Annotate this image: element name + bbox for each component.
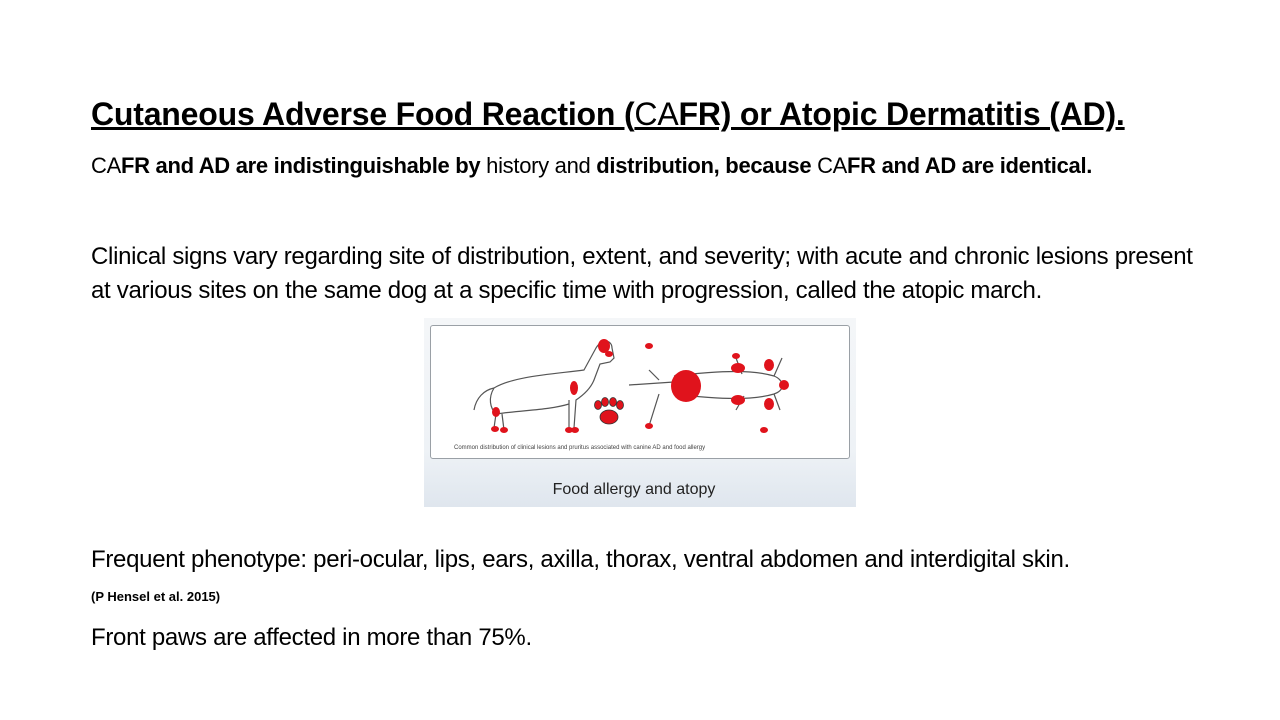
- ear-lesion: [598, 339, 610, 353]
- flank-lesion: [492, 407, 500, 417]
- figure-caption: Food allergy and atopy: [552, 481, 716, 498]
- axilla-lesion: [570, 381, 578, 395]
- reference-citation: (P Hensel et al. 2015): [91, 589, 221, 604]
- slide-subtitle: [91, 153, 1092, 179]
- ventral-ear-lesion-b: [764, 359, 774, 371]
- front-paws-text: Front paws are affected in more than 75%.: [91, 624, 532, 651]
- ventral-front-paw-lesion-a: [732, 353, 740, 359]
- figure-small-caption: Common distribution of clinical lesions and pruritus associated with canine AD and food allergy: [454, 445, 706, 451]
- ventral-ear-lesion-a: [764, 398, 774, 410]
- ventral-axilla-lesion-a: [731, 363, 745, 373]
- subtitle-seg-2: FR and AD are indistinguishable by: [120, 153, 481, 178]
- lesion-distribution-figure: [424, 318, 856, 507]
- paw-pad: [595, 398, 624, 425]
- subtitle-seg-1: CA: [91, 153, 121, 178]
- ventral-abdomen-lesion: [671, 370, 701, 402]
- ventral-hind-paw-lesion-b: [645, 343, 653, 349]
- ventral-dog-lesions: [645, 343, 789, 433]
- ventral-hind-paw-lesion-a: [645, 423, 653, 429]
- ventral-axilla-lesion-b: [731, 395, 745, 405]
- title-part-1: Cutaneous Adverse Food Reaction (: [91, 96, 635, 132]
- ventral-muzzle-lesion: [779, 380, 789, 390]
- title-part-3: FR) or Atopic Dermatitis (AD).: [678, 96, 1125, 132]
- muzzle-lesion: [605, 351, 613, 357]
- ventral-front-paw-lesion-b: [760, 427, 768, 433]
- subtitle-seg-5: CA: [811, 153, 848, 178]
- ventral-dog-outline: [629, 358, 782, 426]
- clinical-signs-paragraph: Clinical signs vary regarding site of distribution, extent, and severity; with acute and chronic lesions present at various sites on the same dog at a specific time with progression, called the atopic march.: [91, 243, 1193, 304]
- phenotype-text: Frequent phenotype: peri-ocular, lips, ears, axilla, thorax, ventral abdomen and interdigital skin.: [91, 546, 1070, 573]
- subtitle-seg-6: FR and AD are identical.: [847, 153, 1093, 178]
- standing-dog-lesions: [491, 339, 613, 433]
- hind-paw-lesion-b: [500, 427, 508, 433]
- dog-lesion-diagram: [424, 318, 856, 507]
- slide-title: [91, 96, 1125, 133]
- front-paw-lesion-b: [571, 427, 579, 433]
- title-part-2: CA: [634, 96, 679, 132]
- subtitle-seg-3: history and: [480, 153, 597, 178]
- hind-paw-lesion-a: [491, 426, 499, 432]
- subtitle-seg-4: distribution, because: [596, 153, 812, 178]
